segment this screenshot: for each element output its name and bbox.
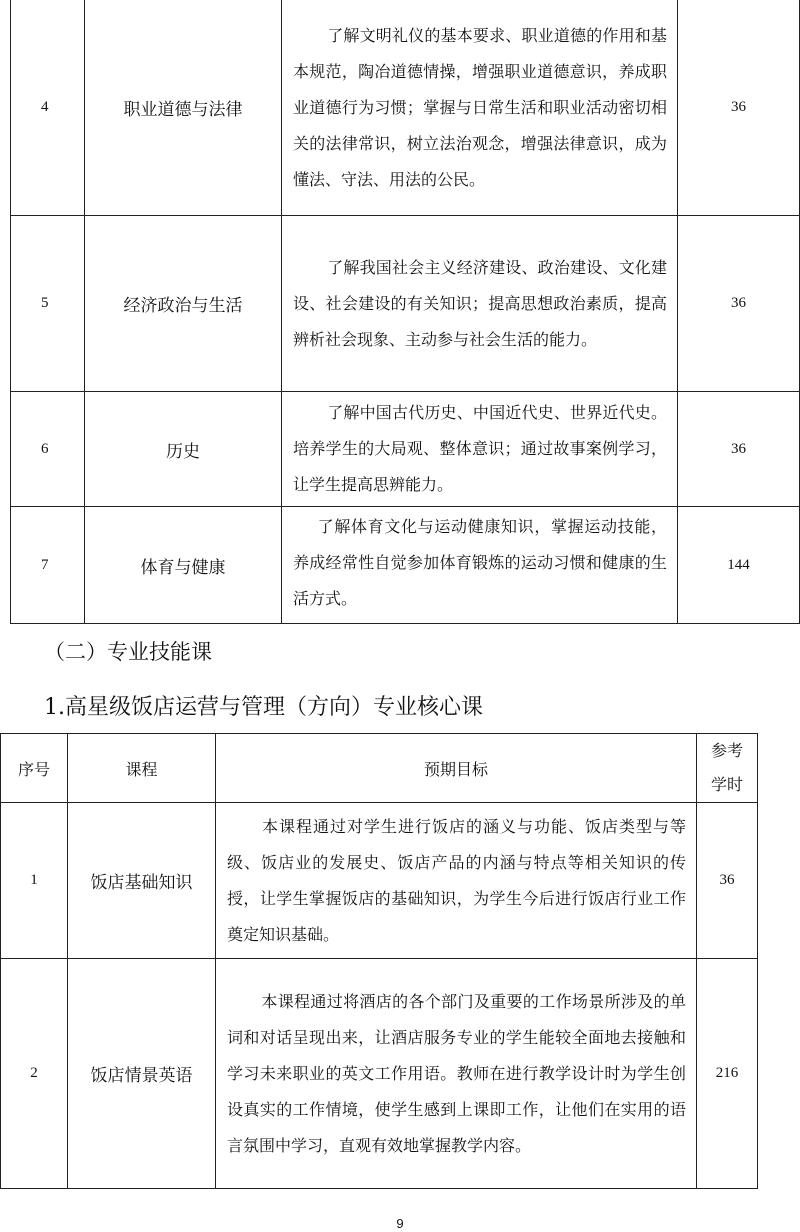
course-description: 了解体育文化与运动健康知识，掌握运动技能，养成经常性自觉参加体育锻炼的运动习惯和健康的生活方式。 xyxy=(282,507,678,624)
course-hours: 216 xyxy=(697,959,758,1189)
page-number: 9 xyxy=(396,1216,404,1231)
course-description: 了解文明礼仪的基本要求、职业道德的作用和基本规范，陶冶道德情操，增强职业道德意识，养成职业道德行为习惯；掌握与日常生活和职业活动密切相关的法律常识，树立法治观念，增强法律意识，成为懂法、守法、用法的公民。 xyxy=(282,0,678,216)
row-number: 1 xyxy=(1,803,68,959)
course-name: 饭店情景英语 xyxy=(68,959,216,1189)
header-goal: 预期目标 xyxy=(216,734,697,803)
row-number: 2 xyxy=(1,959,68,1189)
table-row xyxy=(1,803,758,959)
row-number: 7 xyxy=(11,507,85,624)
table-row xyxy=(1,959,758,1189)
course-name: 经济政治与生活 xyxy=(85,216,282,392)
header-course: 课程 xyxy=(68,734,216,803)
table-row xyxy=(11,392,800,507)
table-row xyxy=(11,0,800,216)
course-name: 体育与健康 xyxy=(85,507,282,624)
row-number: 4 xyxy=(11,0,85,216)
course-description: 了解我国社会主义经济建设、政治建设、文化建设、社会建设的有关知识；提高思想政治素质，提高辨析社会现象、主动参与社会生活的能力。 xyxy=(282,216,678,392)
course-hours: 36 xyxy=(697,803,758,959)
row-number: 6 xyxy=(11,392,85,507)
course-hours: 36 xyxy=(678,0,800,216)
core-course-table xyxy=(0,733,758,1189)
header-number: 序号 xyxy=(1,734,68,803)
course-hours: 36 xyxy=(678,216,800,392)
general-course-table xyxy=(10,0,800,624)
course-name: 职业道德与法律 xyxy=(85,0,282,216)
course-description: 了解中国古代历史、中国近代史、世界近代史。培养学生的大局观、整体意识；通过故事案例学习，让学生提高思辨能力。 xyxy=(282,392,678,507)
course-description: 本课程通过将酒店的各个部门及重要的工作场景所涉及的单词和对话呈现出来，让酒店服务专业的学生能较全面地去接触和学习未来职业的英文工作用语。教师在进行教学设计时为学生创设真实的工作情境，使学生感到上课即工作，让他们在实用的语言氛围中学习，直观有效地掌握教学内容。 xyxy=(216,959,697,1189)
course-hours: 144 xyxy=(678,507,800,624)
course-name: 饭店基础知识 xyxy=(68,803,216,959)
header-hours: 参考 学时 xyxy=(697,734,758,803)
sub-heading: 1.高星级饭店运营与管理（方向）专业核心课 xyxy=(44,695,483,720)
section-heading: （二）专业技能课 xyxy=(44,640,212,664)
course-name: 历史 xyxy=(85,392,282,507)
course-description: 本课程通过对学生进行饭店的涵义与功能、饭店类型与等级、饭店业的发展史、饭店产品的内涵与特点等相关知识的传授，让学生掌握饭店的基础知识，为学生今后进行饭店行业工作奠定知识基础。 xyxy=(216,803,697,959)
table-header-row xyxy=(1,734,758,803)
table-row xyxy=(11,216,800,392)
table-row xyxy=(11,507,800,624)
row-number: 5 xyxy=(11,216,85,392)
course-hours: 36 xyxy=(678,392,800,507)
